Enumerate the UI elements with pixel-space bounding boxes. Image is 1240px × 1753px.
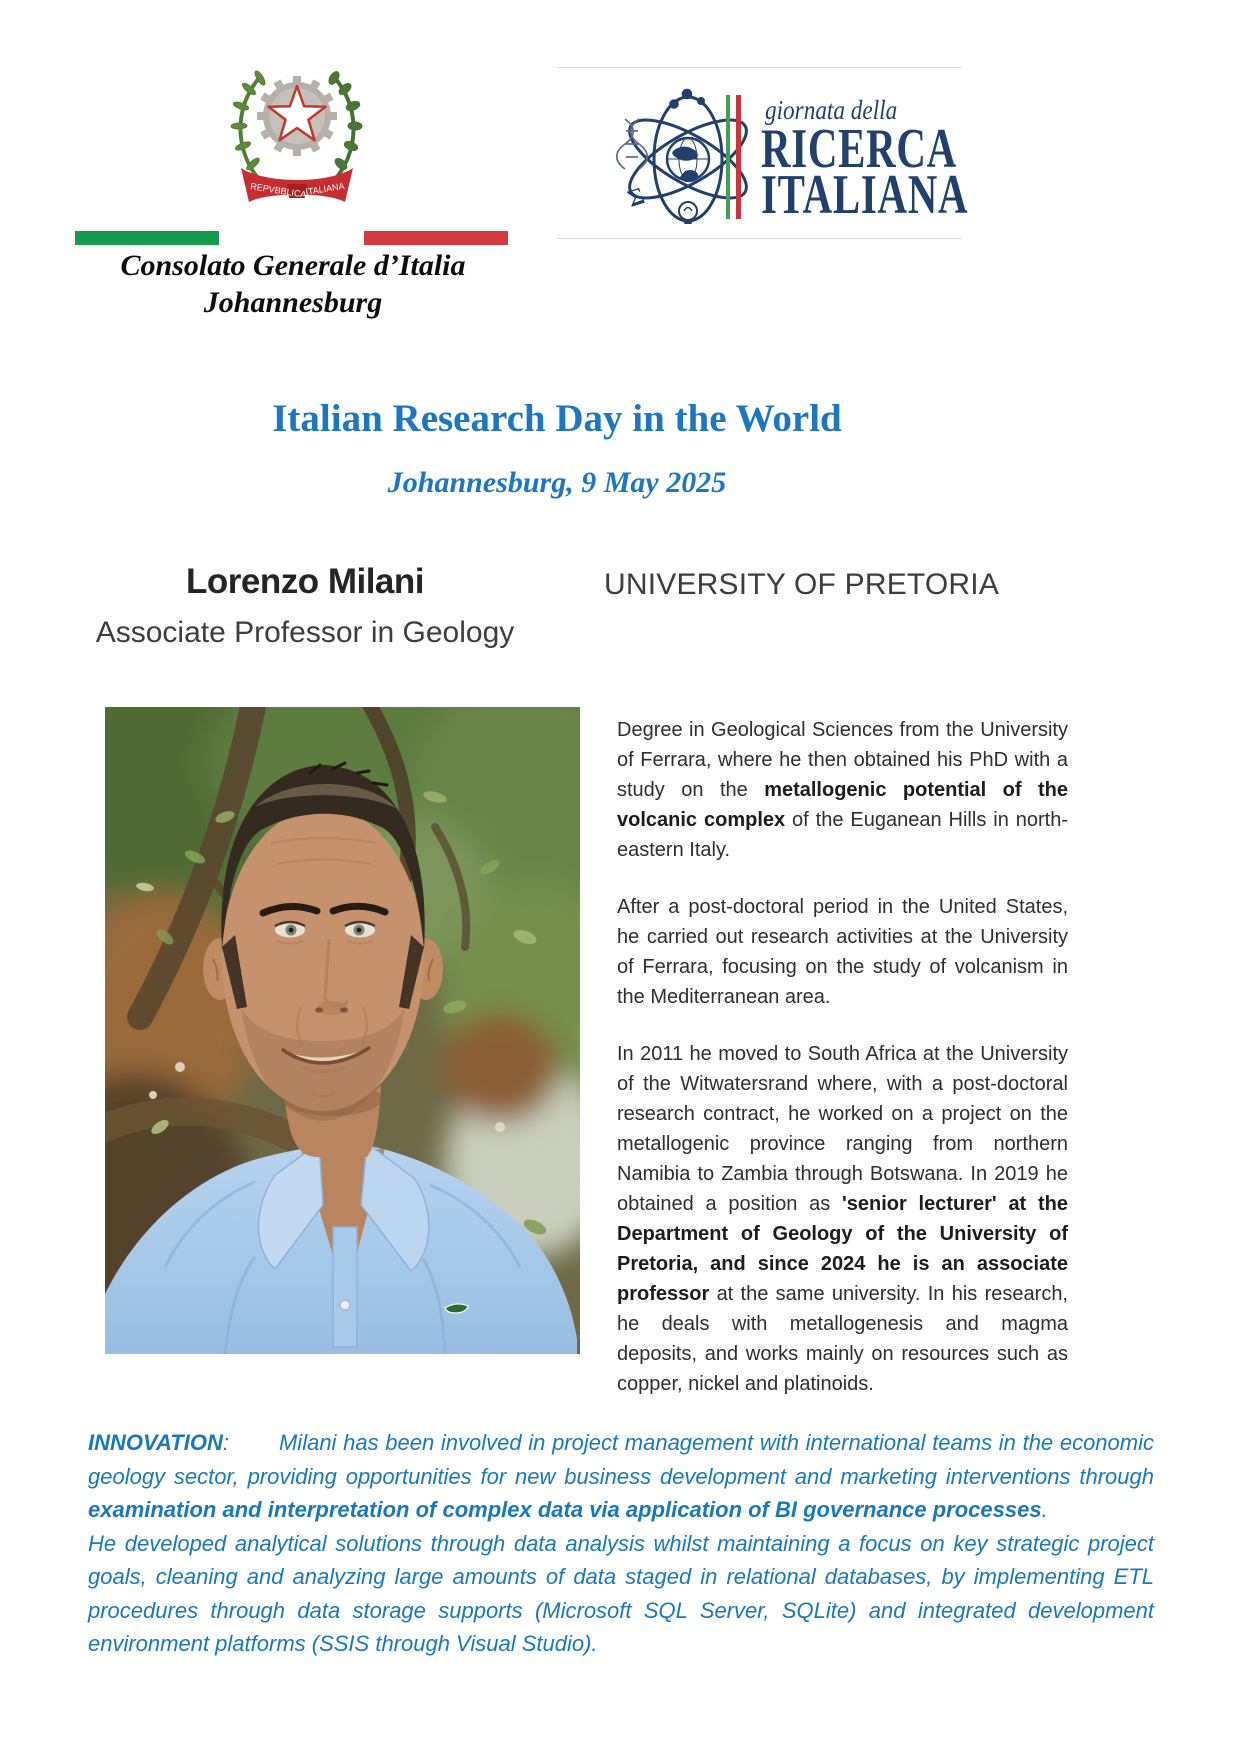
logo-wordmark [761,94,1045,226]
portrait-photo [105,707,580,1354]
innovation-section [88,1426,1154,1661]
italian-flag-bar [75,231,508,245]
bio-paragraph-3: In 2011 he moved to South Africa at the University of the Witwatersrand where, with a post-doctoral research contract, he worked on a project on the metallogenic province ranging from northern Namibia to Zambia through Botswana. In 2019 he obtained a position as 'senior lecturer' at the Department of Geology of the University of Pretoria, and since 2024 he is an associate professor at the same university. In his research, he deals with metallogenesis and magma deposits, and works mainly on resources such as copper, nickel and platinoids. [617,1043,1068,1395]
page-subtitle: Johannesburg, 9 May 2025 [387,466,727,499]
person-role: Associate Professor in Geology [95,616,515,649]
consulate-name-line1: Consolato Generale d’Italia [120,249,466,282]
logo-line2: RICERCA [761,118,957,180]
logo-stripe-red [736,95,741,219]
consulate-name [33,247,553,321]
bio-paragraph-1: Degree in Geological Sciences from the University of Ferrara, where he then obtained his PhD with a study on the metallogenic potential of the volcanic complex of the Euganean Hills in north-eastern Italy. [617,719,1068,861]
logo-stripe-green [726,95,730,219]
person-name: Lorenzo Milani [186,562,424,601]
innovation-paragraph-1: INNOVATION: Milani has been involved in project management with international teams in the economic geology sector, providing opportunities for new business development and marketing interventions through examination and interpretation of complex data via application of BI governance processes. [88,1430,1154,1522]
consulate-name-line2: Johannesburg [203,286,383,319]
person-affiliation: UNIVERSITY OF PRETORIA [604,568,1000,601]
page-title: Italian Research Day in the World [272,397,842,440]
globe-icon [667,138,709,182]
italian-republic-emblem-icon [227,56,367,221]
flag-white [219,231,363,245]
logo-line1: giornata della [765,95,898,125]
giornata-ricerca-italiana-logo [557,67,969,239]
olive-branch [231,70,267,182]
innovation-paragraph-2: He developed analytical solutions through data analysis whilst maintaining a focus on key strategic project goals, cleaning and analyzing large amounts of data staged in relational databases, by implementing ETL procedures through data storage supports (Microsoft SQL Server, SQLite) and integrated development environment platforms (SSIS through Visual Studio). [88,1530,1154,1656]
molecule-icon [670,90,704,109]
flag-green [75,231,219,245]
flag-red [364,231,508,245]
svg-text:ITALIANA: ITALIANA [304,180,346,197]
oak-branch [327,70,362,182]
svg-text:REPVBBLICA: REPVBBLICA [249,181,308,200]
logo-line3: ITALIANA [761,164,969,226]
bio-paragraph-2: After a post-doctoral period in the United States, he carried out research activities at the University of Ferrara, focusing on the study of volcanism in the Mediterranean area. [617,896,1068,1008]
innovation-label: INNOVATION [88,1430,223,1455]
biography-text [617,715,1068,1426]
sigma-icon: Σ [624,183,648,213]
